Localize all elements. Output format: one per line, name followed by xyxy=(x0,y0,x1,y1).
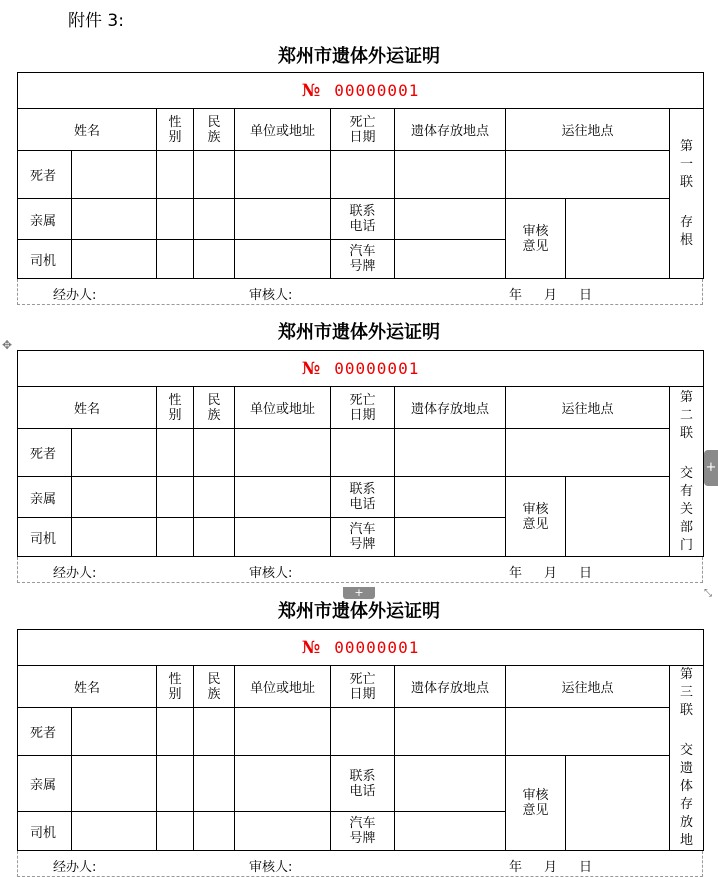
month-label: 月 xyxy=(544,288,558,303)
relative-name-cell[interactable] xyxy=(72,756,157,812)
driver-name-cell[interactable] xyxy=(72,240,157,279)
row-label-driver: 司机 xyxy=(18,518,72,557)
copy-label xyxy=(670,666,704,851)
relative-sex-cell[interactable] xyxy=(157,756,194,812)
deceased-unit-cell[interactable] xyxy=(235,151,331,199)
certificate-table xyxy=(17,629,704,851)
form-title: 郑州市遗体外运证明 xyxy=(278,601,440,622)
copy-label-part2: 交 有 关 部 门 xyxy=(680,465,694,553)
deceased-ethnic-cell[interactable] xyxy=(194,429,235,477)
deceased-destination-cell[interactable] xyxy=(506,708,670,756)
plate-label: 汽车 号牌 xyxy=(331,240,395,279)
phone-label: 联系 电话 xyxy=(331,756,395,812)
review-opinion-label: 审核 意见 xyxy=(506,199,566,279)
certificate-form xyxy=(17,72,703,305)
relative-name-cell[interactable] xyxy=(72,477,157,518)
deceased-ethnic-cell[interactable] xyxy=(194,708,235,756)
relative-name-cell[interactable] xyxy=(72,199,157,240)
deceased-storage-cell[interactable] xyxy=(395,151,506,199)
header-name: 姓名 xyxy=(18,109,157,151)
year-label: 年 xyxy=(509,566,523,581)
driver-sex-cell[interactable] xyxy=(157,240,194,279)
deceased-death-date-cell[interactable] xyxy=(331,429,395,477)
number-sign: № xyxy=(301,358,321,379)
relative-ethnic-cell[interactable] xyxy=(194,199,235,240)
plate-cell[interactable] xyxy=(395,518,506,557)
certificate-table xyxy=(17,72,704,279)
deceased-death-date-cell[interactable] xyxy=(331,151,395,199)
review-opinion-label: 审核 意见 xyxy=(506,477,566,557)
driver-name-cell[interactable] xyxy=(72,518,157,557)
review-opinion-cell[interactable] xyxy=(566,199,670,279)
reviewer-label: 审核人: xyxy=(249,288,293,303)
driver-ethnic-cell[interactable] xyxy=(194,240,235,279)
row-label-relative: 亲属 xyxy=(18,199,72,240)
month-label: 月 xyxy=(544,860,558,875)
copy-label xyxy=(670,109,704,279)
relative-ethnic-cell[interactable] xyxy=(194,477,235,518)
number-sign: № xyxy=(301,637,321,658)
copy-label-part1: 第 一 联 xyxy=(680,138,694,190)
deceased-sex-cell[interactable] xyxy=(157,151,194,199)
plate-cell[interactable] xyxy=(395,240,506,279)
header-ethnic: 民 族 xyxy=(194,387,235,429)
phone-cell[interactable] xyxy=(395,477,506,518)
header-storage: 遗体存放地点 xyxy=(395,666,506,708)
driver-unit-cell[interactable] xyxy=(235,812,331,851)
driver-unit-cell[interactable] xyxy=(235,518,331,557)
serial-number: 00000001 xyxy=(334,358,420,378)
header-destination: 运往地点 xyxy=(506,109,670,151)
deceased-storage-cell[interactable] xyxy=(395,429,506,477)
year-label: 年 xyxy=(509,288,523,303)
number-sign: № xyxy=(301,80,321,101)
row-label-deceased: 死者 xyxy=(18,151,72,199)
phone-cell[interactable] xyxy=(395,199,506,240)
header-destination: 运往地点 xyxy=(506,387,670,429)
deceased-unit-cell[interactable] xyxy=(235,429,331,477)
handler-label: 经办人: xyxy=(53,566,97,581)
copy-label xyxy=(670,387,704,557)
deceased-sex-cell[interactable] xyxy=(157,708,194,756)
plate-label: 汽车 号牌 xyxy=(331,518,395,557)
form-title: 郑州市遗体外运证明 xyxy=(278,46,440,67)
phone-label: 联系 电话 xyxy=(331,477,395,518)
header-name: 姓名 xyxy=(18,387,157,429)
deceased-name-cell[interactable] xyxy=(72,429,157,477)
review-opinion-cell[interactable] xyxy=(566,756,670,851)
phone-cell[interactable] xyxy=(395,756,506,812)
resize-corner-icon[interactable]: ⤡ xyxy=(704,588,712,599)
day-label: 日 xyxy=(579,860,593,875)
row-label-driver: 司机 xyxy=(18,240,72,279)
copy-label-part2: 存 根 xyxy=(680,214,694,248)
header-sex: 性 别 xyxy=(157,666,194,708)
reviewer-label: 审核人: xyxy=(249,566,293,581)
relative-unit-cell[interactable] xyxy=(235,477,331,518)
relative-ethnic-cell[interactable] xyxy=(194,756,235,812)
certificate-table xyxy=(17,350,704,557)
year-label: 年 xyxy=(509,860,523,875)
certificate-form xyxy=(17,350,703,583)
deceased-storage-cell[interactable] xyxy=(395,708,506,756)
header-death-date: 死亡 日期 xyxy=(331,387,395,429)
serial-number-cell xyxy=(18,351,704,387)
row-label-relative: 亲属 xyxy=(18,756,72,812)
handler-label: 经办人: xyxy=(53,288,97,303)
form-footer xyxy=(17,279,703,305)
handler-label: 经办人: xyxy=(53,860,97,875)
deceased-sex-cell[interactable] xyxy=(157,429,194,477)
deceased-name-cell[interactable] xyxy=(72,151,157,199)
header-storage: 遗体存放地点 xyxy=(395,387,506,429)
header-death-date: 死亡 日期 xyxy=(331,666,395,708)
deceased-destination-cell[interactable] xyxy=(506,151,670,199)
header-death-date: 死亡 日期 xyxy=(331,109,395,151)
deceased-unit-cell[interactable] xyxy=(235,708,331,756)
copy-label-part2: 交 遗 体 存 放 地 xyxy=(680,743,694,848)
copy-label-part1: 第 二 联 xyxy=(680,389,694,441)
relative-sex-cell[interactable] xyxy=(157,199,194,240)
driver-ethnic-cell[interactable] xyxy=(194,812,235,851)
month-label: 月 xyxy=(544,566,558,581)
attachment-label: 附件 3: xyxy=(68,11,124,31)
copy-label-part1: 第 三 联 xyxy=(680,667,694,718)
plate-cell[interactable] xyxy=(395,812,506,851)
header-sex: 性 别 xyxy=(157,387,194,429)
header-ethnic: 民 族 xyxy=(194,666,235,708)
form-title: 郑州市遗体外运证明 xyxy=(278,322,440,343)
serial-number-cell xyxy=(18,73,704,109)
header-unit: 单位或地址 xyxy=(235,109,331,151)
header-destination: 运往地点 xyxy=(506,666,670,708)
header-name: 姓名 xyxy=(18,666,157,708)
relative-unit-cell[interactable] xyxy=(235,199,331,240)
header-storage: 遗体存放地点 xyxy=(395,109,506,151)
review-opinion-cell[interactable] xyxy=(566,477,670,557)
review-opinion-label: 审核 意见 xyxy=(506,756,566,851)
phone-label: 联系 电话 xyxy=(331,199,395,240)
deceased-death-date-cell[interactable] xyxy=(331,708,395,756)
row-label-relative: 亲属 xyxy=(18,477,72,518)
header-sex: 性 别 xyxy=(157,109,194,151)
deceased-ethnic-cell[interactable] xyxy=(194,151,235,199)
serial-number-cell xyxy=(18,630,704,666)
header-unit: 单位或地址 xyxy=(235,666,331,708)
driver-sex-cell[interactable] xyxy=(157,518,194,557)
day-label: 日 xyxy=(579,288,593,303)
add-row-plus-icon[interactable]: + xyxy=(343,587,375,599)
serial-number: 00000001 xyxy=(334,637,420,657)
form-footer xyxy=(17,851,703,877)
form-footer xyxy=(17,557,703,583)
driver-name-cell[interactable] xyxy=(72,812,157,851)
deceased-name-cell[interactable] xyxy=(72,708,157,756)
driver-unit-cell[interactable] xyxy=(235,240,331,279)
certificate-form xyxy=(17,629,703,877)
header-ethnic: 民 族 xyxy=(194,109,235,151)
row-label-driver: 司机 xyxy=(18,812,72,851)
deceased-destination-cell[interactable] xyxy=(506,429,670,477)
add-column-plus-icon[interactable]: + xyxy=(704,450,718,486)
relative-sex-cell[interactable] xyxy=(157,477,194,518)
serial-number: 00000001 xyxy=(334,80,420,100)
move-icon[interactable]: ✥ xyxy=(2,338,13,352)
header-unit: 单位或地址 xyxy=(235,387,331,429)
reviewer-label: 审核人: xyxy=(249,860,293,875)
driver-sex-cell[interactable] xyxy=(157,812,194,851)
driver-ethnic-cell[interactable] xyxy=(194,518,235,557)
plate-label: 汽车 号牌 xyxy=(331,812,395,851)
relative-unit-cell[interactable] xyxy=(235,756,331,812)
row-label-deceased: 死者 xyxy=(18,708,72,756)
day-label: 日 xyxy=(579,566,593,581)
row-label-deceased: 死者 xyxy=(18,429,72,477)
